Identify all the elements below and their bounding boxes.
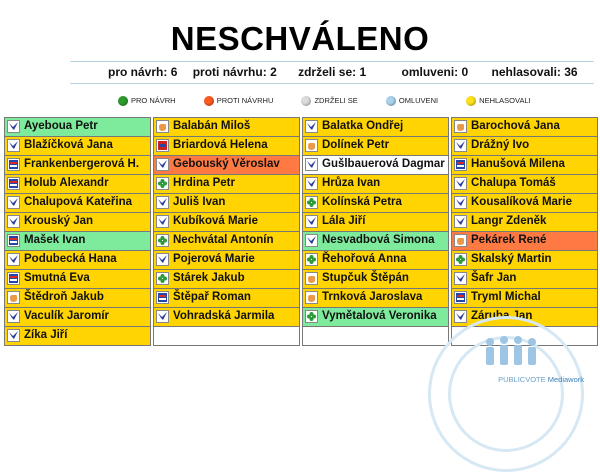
swallow-icon (156, 310, 169, 323)
clover-icon (454, 253, 467, 266)
deputy-name: Mašek Ivan (24, 234, 86, 246)
vote-result-title: NESCHVÁLENO (170, 20, 430, 57)
deputy-name: Hrůza Ivan (322, 177, 381, 189)
hand-icon (305, 291, 318, 304)
deputy-name: Chalupa Tomáš (471, 177, 556, 189)
yellow-dot-icon (466, 96, 476, 106)
deputy-name: Juliš Ivan (173, 196, 226, 208)
stat-zdrzeli: zdrželi se: 1 (298, 65, 367, 79)
legend-proti: PROTI NÁVRHU (204, 96, 274, 106)
swallow-icon (305, 158, 318, 171)
flag-icon (7, 234, 20, 247)
clover-icon (305, 253, 318, 266)
deputy-cell (302, 231, 449, 251)
swallow-icon (305, 215, 318, 228)
deputy-name: Vohradská Jarmila (173, 310, 275, 322)
deputy-cell (153, 136, 300, 156)
orange-dot-icon (204, 96, 214, 106)
deputy-name: Chalupová Kateřina (24, 196, 132, 208)
deputy-name: Kolínská Petra (322, 196, 402, 208)
deputy-name: Kousalíková Marie (471, 196, 572, 208)
hand-icon (7, 291, 20, 304)
empty-cell (302, 326, 449, 346)
grey-dot-icon (301, 96, 311, 106)
hand-icon (454, 120, 467, 133)
deputies-grid (4, 117, 598, 345)
deputy-cell (451, 117, 598, 137)
flag-icon (7, 272, 20, 285)
deputy-name: Blažíčková Jana (24, 139, 113, 151)
deputy-name: Štěpař Roman (173, 291, 251, 303)
deputy-name: Štědroň Jakub (24, 291, 104, 303)
deputy-name: Gebouský Věroslav (173, 158, 280, 170)
swallow-icon (156, 196, 169, 209)
hand-icon (305, 139, 318, 152)
deputy-cell (4, 288, 151, 308)
deputy-cell (153, 174, 300, 194)
swallow-icon (454, 310, 467, 323)
deputy-name: Hrdina Petr (173, 177, 235, 189)
deputy-cell (302, 155, 449, 175)
deputy-name: Balatka Ondřej (322, 120, 404, 132)
vote-stats (108, 65, 578, 79)
deputy-name: Briardová Helena (173, 139, 268, 151)
swallow-icon (454, 272, 467, 285)
deputy-cell (4, 250, 151, 270)
deputy-cell (153, 307, 300, 327)
flag-icon (454, 158, 467, 171)
deputy-name: Smutná Eva (24, 272, 90, 284)
swallow-icon (454, 177, 467, 190)
deputy-name: Drážný Ivo (471, 139, 530, 151)
deputy-cell (451, 193, 598, 213)
swallow-icon (7, 139, 20, 152)
clover-icon (156, 272, 169, 285)
deputy-name: Frankenbergerová H. (24, 158, 140, 170)
deputy-cell (302, 250, 449, 270)
deputy-name: Lála Jiří (322, 215, 366, 227)
deputy-cell (451, 288, 598, 308)
stat-pro: pro návrh: 6 (108, 65, 178, 79)
hand-icon (156, 120, 169, 133)
deputy-cell (153, 231, 300, 251)
deputy-name: Stupčuk Štěpán (322, 272, 409, 284)
deputy-name: Holub Alexandr (24, 177, 109, 189)
green-dot-icon (118, 96, 128, 106)
deputy-name: Dolínek Petr (322, 139, 390, 151)
deputy-cell (451, 212, 598, 232)
deputy-name: Pekárek René (471, 234, 547, 246)
swallow-icon (454, 139, 467, 152)
deputy-name: Záruba Jan (471, 310, 533, 322)
deputy-name: Kubíková Marie (173, 215, 258, 227)
deputy-cell (153, 155, 300, 175)
deputy-name: Pojerová Marie (173, 253, 255, 265)
legend-zdrzeli: ZDRŽELI SE (301, 96, 357, 106)
flag-icon (7, 158, 20, 171)
swallow-icon (7, 215, 20, 228)
deputy-name: Podubecká Hana (24, 253, 117, 265)
deputy-name: Ayeboua Petr (24, 120, 98, 132)
deputy-cell (302, 136, 449, 156)
swallow-icon (156, 215, 169, 228)
deputy-name: Hanušová Milena (471, 158, 565, 170)
swallow-icon (7, 310, 20, 323)
deputy-cell (451, 155, 598, 175)
swallow-icon (156, 253, 169, 266)
logo-text: PUBLICVOTE Mediawork (498, 375, 584, 384)
deputy-cell (4, 155, 151, 175)
deputy-name: Balabán Miloš (173, 120, 251, 132)
swallow-icon (7, 120, 20, 133)
deputy-cell (153, 250, 300, 270)
swallow-icon (7, 253, 20, 266)
deputy-name: Tryml Michal (471, 291, 541, 303)
flag-icon (7, 177, 20, 190)
legend (118, 96, 557, 106)
swallow-icon (156, 158, 169, 171)
blue-dot-icon (386, 96, 396, 106)
deputy-cell (4, 307, 151, 327)
swallow-icon (454, 215, 467, 228)
clover-icon (156, 177, 169, 190)
deputy-cell (4, 231, 151, 251)
red-flag-icon (156, 139, 169, 152)
deputy-cell (153, 269, 300, 289)
deputy-name: Krouský Jan (24, 215, 94, 227)
deputy-cell (451, 250, 598, 270)
deputy-cell (153, 288, 300, 308)
deputy-cell (4, 117, 151, 137)
deputy-name: Langr Zdeněk (471, 215, 547, 227)
stat-omluveni: omluveni: 0 (401, 65, 469, 79)
flag-icon (156, 291, 169, 304)
divider-bottom (70, 83, 594, 84)
clover-icon (156, 234, 169, 247)
deputy-cell (302, 117, 449, 137)
deputy-cell (302, 212, 449, 232)
deputy-cell (451, 231, 598, 251)
deputy-name: Stárek Jakub (173, 272, 245, 284)
stat-proti: proti návrhu: 2 (192, 65, 277, 79)
deputy-cell (153, 117, 300, 137)
hand-icon (454, 234, 467, 247)
deputy-cell (153, 193, 300, 213)
deputy-cell (302, 288, 449, 308)
deputy-name: Barochová Jana (471, 120, 560, 132)
stat-nehlasovali: nehlasovali: 36 (491, 65, 578, 79)
deputy-cell (4, 136, 151, 156)
legend-omluveni: OMLUVENI (386, 96, 438, 106)
deputy-name: Řehořová Anna (322, 253, 407, 265)
divider-top (70, 61, 594, 62)
swallow-icon (305, 120, 318, 133)
swallow-icon (305, 234, 318, 247)
deputy-cell (4, 326, 151, 346)
legend-nehlasovali: NEHLASOVALI (466, 96, 531, 106)
deputy-cell (4, 174, 151, 194)
deputy-cell (451, 174, 598, 194)
deputy-name: Gušlbauerová Dagmar (322, 158, 445, 170)
deputy-cell (4, 193, 151, 213)
deputy-cell (302, 174, 449, 194)
deputy-name: Zíka Jiří (24, 329, 68, 341)
swallow-icon (7, 329, 20, 342)
deputy-name: Vaculík Jaromír (24, 310, 110, 322)
deputy-name: Vymětalová Veronika (322, 310, 437, 322)
deputy-cell (302, 193, 449, 213)
empty-cell (153, 326, 300, 346)
deputy-cell (302, 269, 449, 289)
deputy-cell (4, 269, 151, 289)
legend-pro: PRO NÁVRH (118, 96, 176, 106)
deputy-name: Skalský Martin (471, 253, 552, 265)
deputy-name: Nechvátal Antonín (173, 234, 274, 246)
deputy-name: Nesvadbová Simona (322, 234, 435, 246)
deputy-cell (451, 136, 598, 156)
deputy-cell (4, 212, 151, 232)
flag-icon (454, 291, 467, 304)
deputy-name: Trnková Jaroslava (322, 291, 423, 303)
swallow-icon (305, 177, 318, 190)
hand-icon (305, 272, 318, 285)
clover-icon (305, 310, 318, 323)
swallow-icon (454, 196, 467, 209)
deputy-cell (153, 212, 300, 232)
clover-icon (305, 196, 318, 209)
deputy-name: Šafr Jan (471, 272, 517, 284)
swallow-icon (7, 196, 20, 209)
deputy-cell (451, 269, 598, 289)
deputy-cell (302, 307, 449, 327)
